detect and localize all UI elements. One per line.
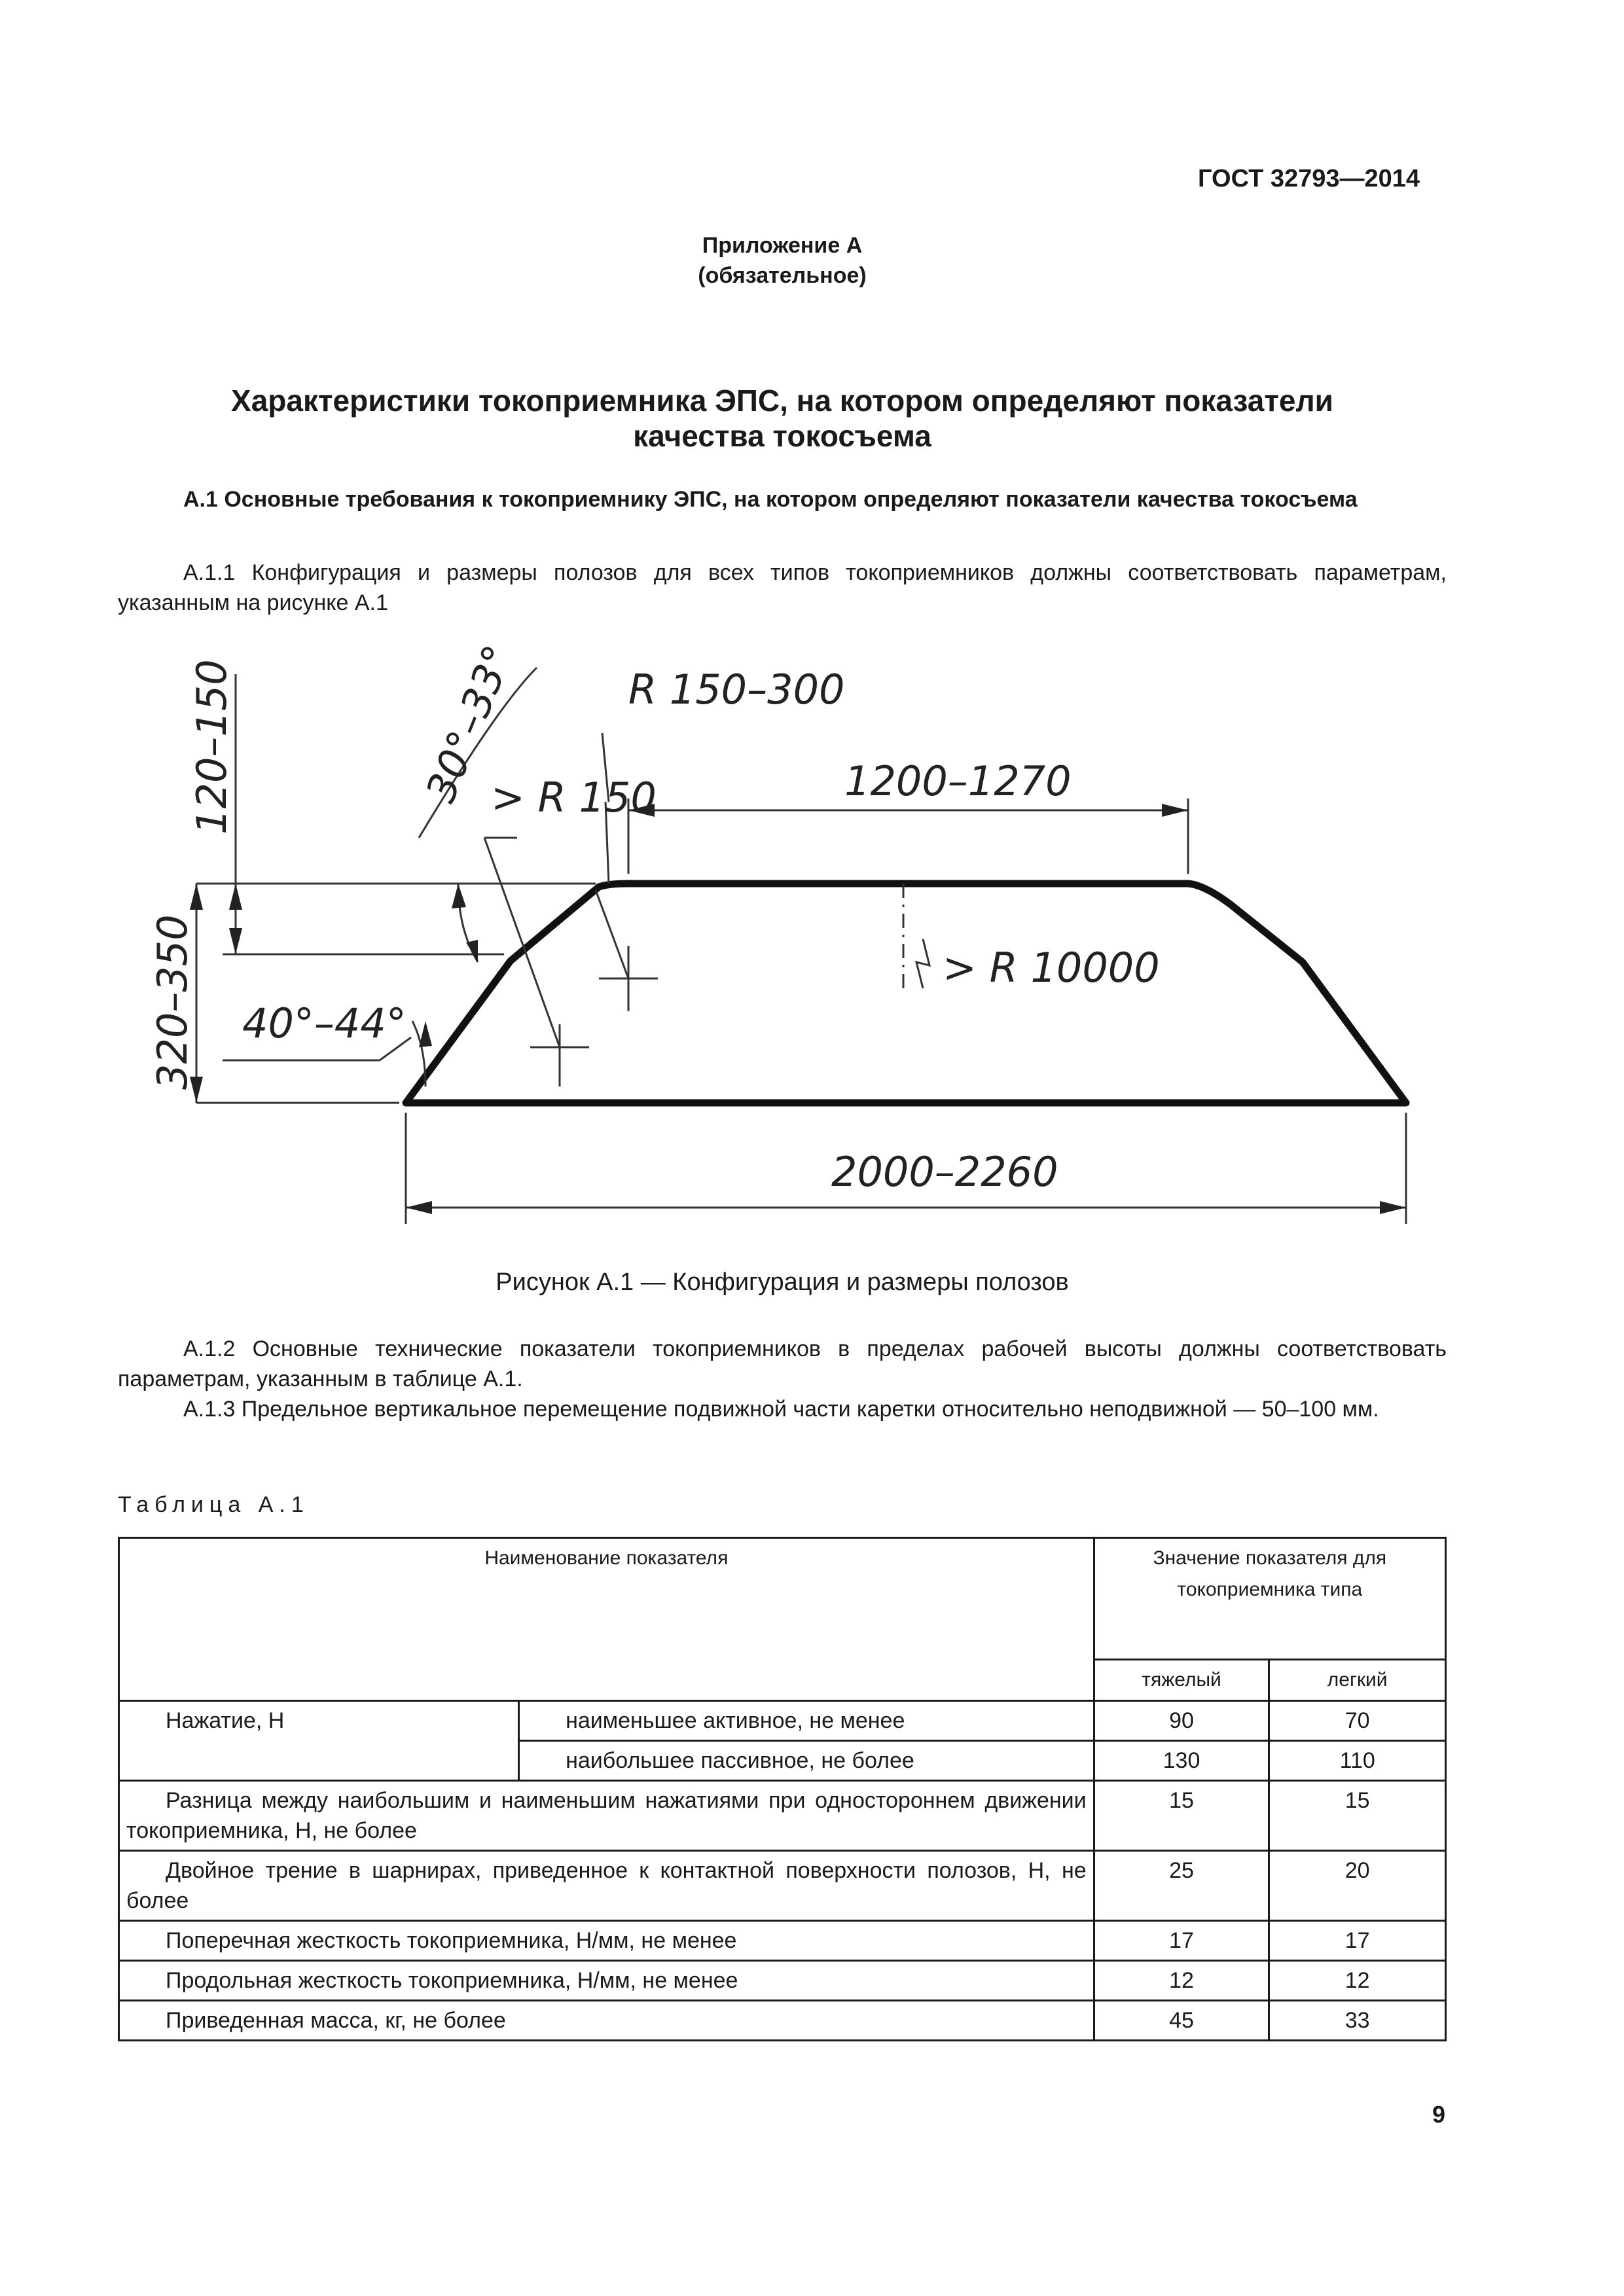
table-row [119, 2001, 1446, 2041]
section-a1-heading: А.1 Основные требования к токоприемнику ЭПС, на котором определяют показатели качества токосъема [183, 487, 1358, 512]
cell-light: 70 [1269, 1701, 1446, 1741]
table-row [119, 1851, 1446, 1921]
cell-name: Продольная жесткость токоприемника, Н/мм, не менее [119, 1961, 1094, 2001]
paragraph-a1-1: А.1.1 Конфигурация и размеры полозов для всех типов токоприемников должны соответствовать параметрам, указанным на рисунке А.1 [118, 560, 1447, 615]
dim-angle-40-44: 40°–44° [242, 999, 406, 1047]
cell-name: Поперечная жесткость токоприемника, Н/мм, не менее [119, 1921, 1094, 1961]
cell-light: 20 [1269, 1851, 1446, 1921]
table-row [119, 1961, 1446, 2001]
appendix-status: (обязательное) [698, 263, 867, 288]
header-value: Значение показателя для токоприемника типа [1094, 1538, 1445, 1660]
figure-caption: Рисунок А.1 — Конфигурация и размеры полозов [496, 1268, 1069, 1296]
table-row [119, 1921, 1446, 1961]
cell-heavy: 130 [1094, 1741, 1269, 1781]
appendix-label: Приложение А [702, 233, 863, 258]
specs-table [118, 1537, 1447, 2041]
dim-angle-30-33: 30°–33° [416, 638, 522, 809]
cell-sub: наименьшее активное, не менее [519, 1701, 1094, 1741]
header-light: легкий [1269, 1660, 1446, 1701]
dim-r150-300: R 150–300 [628, 666, 845, 713]
cell-name: Двойное трение в шарнирах, приведенное к контактной поверхности полозов, Н, не более [119, 1851, 1094, 1921]
cell-light: 12 [1269, 1961, 1446, 2001]
cell-heavy: 12 [1094, 1961, 1269, 2001]
dim-r10000: > R 10000 [943, 944, 1160, 992]
header-indicator-name: Наименование показателя [119, 1538, 1094, 1701]
table-row [119, 1781, 1446, 1851]
table-row [119, 1701, 1446, 1741]
cell-heavy: 45 [1094, 2001, 1269, 2041]
appendix-title-line2: качества токосъема [633, 419, 931, 453]
cell-pressure-group: Нажатие, Н [119, 1701, 519, 1781]
cell-heavy: 25 [1094, 1851, 1269, 1921]
table-label: Таблица А.1 [118, 1492, 310, 1517]
appendix-title-line1: Характеристики токоприемника ЭПС, на котором определяют показатели [231, 384, 1333, 418]
document-code: ГОСТ 32793—2014 [1198, 165, 1420, 192]
cell-light: 15 [1269, 1781, 1446, 1851]
runner-outline [406, 884, 1406, 1103]
cell-heavy: 15 [1094, 1781, 1269, 1851]
dim-height-320-350: 320–350 [149, 914, 196, 1090]
paragraph-a1-3: А.1.3 Предельное вертикальное перемещение подвижной части каретки относительно неподвижной — 50–100 мм. [183, 1397, 1379, 1422]
cell-name: Приведенная масса, кг, не более [119, 2001, 1094, 2041]
cell-sub: наибольшее пассивное, не более [519, 1741, 1094, 1781]
cell-name: Разница между наибольшим и наименьшим нажатиями при одностороннем движении токоприемника, Н, не более [119, 1781, 1094, 1851]
cell-heavy: 90 [1094, 1701, 1269, 1741]
header-heavy: тяжелый [1094, 1660, 1269, 1701]
cell-heavy: 17 [1094, 1921, 1269, 1961]
cell-light: 17 [1269, 1921, 1446, 1961]
cell-light: 110 [1269, 1741, 1446, 1781]
dim-len-2000-2260: 2000–2260 [831, 1148, 1058, 1196]
dim-r150: > R 150 [491, 774, 657, 821]
cell-light: 33 [1269, 2001, 1446, 2041]
paragraph-a1-2: А.1.2 Основные технические показатели токоприемников в пределах рабочей высоты должны соответствовать параметрам, указанным в таблице А.1. [118, 1336, 1447, 1391]
dim-height-120-150: 120–150 [188, 659, 236, 834]
table-header-row [119, 1538, 1446, 1660]
dim-len-1200-1270: 1200–1270 [844, 757, 1072, 805]
page-number: 9 [1432, 2101, 1446, 2128]
